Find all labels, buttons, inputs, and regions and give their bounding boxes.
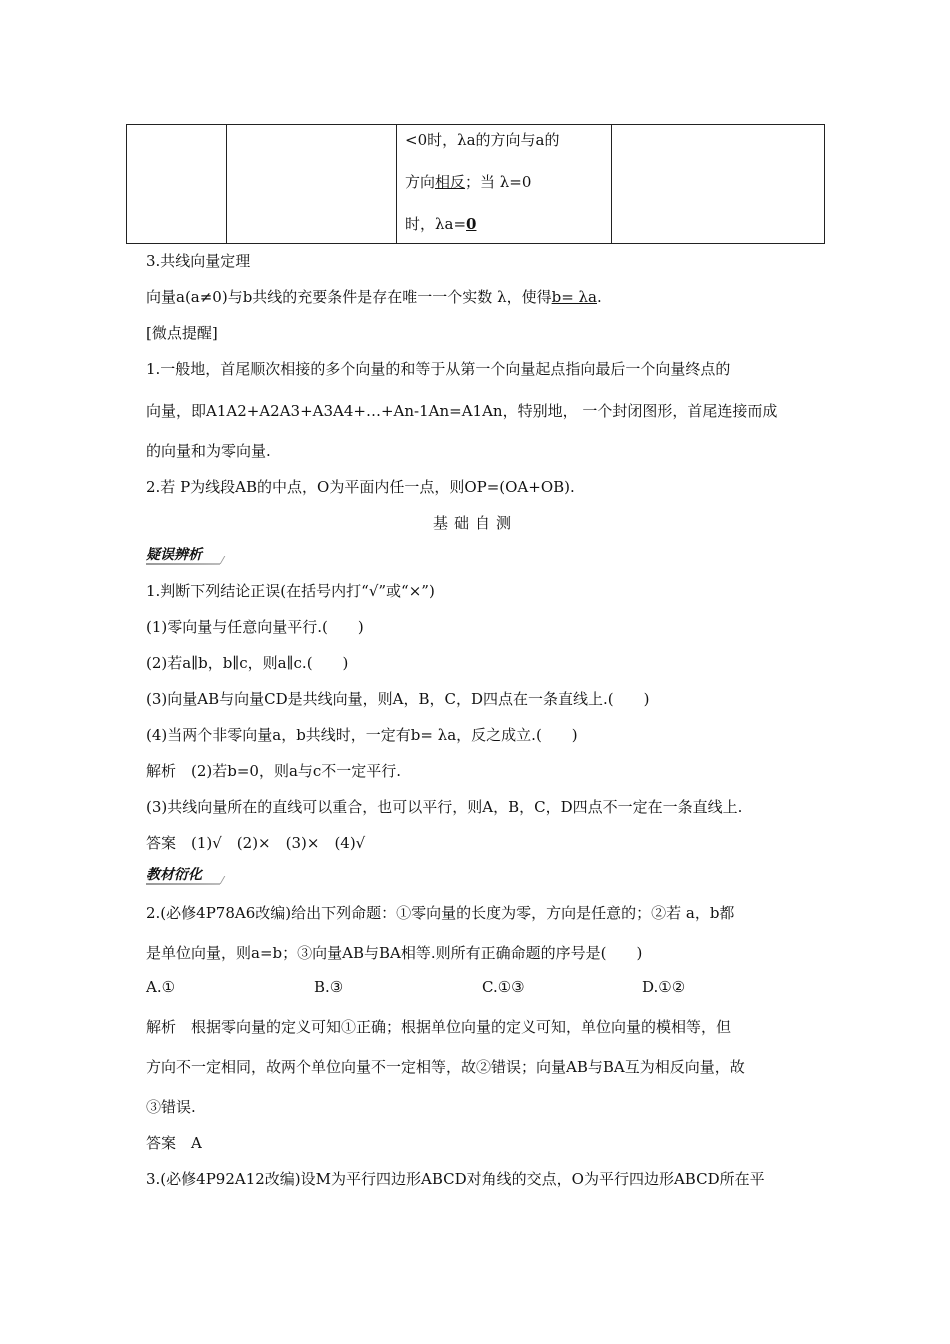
- table-cell-1: [127, 125, 227, 244]
- cell3-line2: 方向相反；当 λ=0: [405, 173, 532, 191]
- tag-hook: [212, 556, 226, 564]
- section-tag-misconceptions: 疑误辨析: [146, 544, 226, 566]
- q2-answer: 答案 A: [146, 1134, 202, 1152]
- table-cell-2: [227, 125, 397, 244]
- tip1-line1: 1.一般地，首尾顺次相接的多个向量的和等于从第一个向量起点指向最后一个向量终点的: [146, 360, 731, 378]
- table-cell-4: [612, 125, 825, 244]
- tag-hook: [212, 876, 226, 884]
- section-tag-textbook: 教材衍化: [146, 864, 226, 886]
- q1-item-1: (1)零向量与任意向量平行.( ): [146, 618, 364, 636]
- q2-option-a: A.①: [146, 978, 176, 996]
- q1-item-2: (2)若a∥b，b∥c，则a∥c.( ): [146, 654, 349, 672]
- q1-item-4: (4)当两个非零向量a，b共线时，一定有b= λa，反之成立.( ): [146, 726, 578, 744]
- tips-label: [微点提醒]: [146, 324, 218, 342]
- theorem-title: 3.共线向量定理: [146, 252, 251, 270]
- q1-analysis-2: (3)共线向量所在的直线可以重合，也可以平行，则A，B，C，D四点不一定在一条直线上.: [146, 798, 743, 816]
- tag-underline: [146, 563, 220, 565]
- q2-line1: 2.(必修4P78A6改编)给出下列命题：①零向量的长度为零，方向是任意的；②若 a，b都: [146, 904, 735, 922]
- q1-answer: 答案 (1)√ (2)× (3)× (4)√: [146, 834, 366, 852]
- tag-underline: [146, 883, 220, 885]
- tip2: 2.若 P为线段AB的中点，O为平面内任一点，则OP=(OA+OB).: [146, 478, 575, 496]
- q2-line2: 是单位向量，则a=b；③向量AB与BA相等.则所有正确命题的序号是( ): [146, 944, 643, 962]
- q1-analysis-1: 解析 (2)若b=0，则a与c不一定平行.: [146, 762, 402, 780]
- q1-item-3: (3)向量AB与向量CD是共线向量，则A，B，C，D四点在一条直线上.( ): [146, 690, 650, 708]
- q3-line1: 3.(必修4P92A12改编)设M为平行四边形ABCD对角线的交点，O为平行四边形ABCD所在平: [146, 1170, 765, 1188]
- tip1-line2: 向量，即A1A2+A2A3+A3A4+…+An-1An=A1An，特别地， 一个封闭图形，首尾连接而成: [146, 402, 778, 420]
- q2-option-b: B.③: [314, 978, 344, 996]
- cell3-line1: <0时，λa的方向与a的: [405, 131, 560, 149]
- q2-analysis-1: 解析 根据零向量的定义可知①正确；根据单位向量的定义可知，单位向量的模相等，但: [146, 1018, 732, 1036]
- q2-option-d: D.①②: [642, 978, 686, 996]
- q2-analysis-3: ③错误.: [146, 1098, 196, 1116]
- cell3-line3: 时，λa=0: [405, 215, 477, 233]
- continuation-table: [126, 124, 825, 244]
- table-cell-3: [397, 125, 612, 244]
- theorem-body: 向量a(a≠0)与b共线的充要条件是存在唯一一个实数 λ，使得b= λa.: [146, 288, 602, 306]
- section-heading: 基础自测: [432, 514, 517, 532]
- q1-title: 1.判断下列结论正误(在括号内打“√”或“×”): [146, 582, 435, 600]
- tip1-line3: 的向量和为零向量.: [146, 442, 271, 460]
- q2-analysis-2: 方向不一定相同，故两个单位向量不一定相等，故②错误；向量AB与BA互为相反向量，故: [146, 1058, 745, 1076]
- q2-option-c: C.①③: [482, 978, 525, 996]
